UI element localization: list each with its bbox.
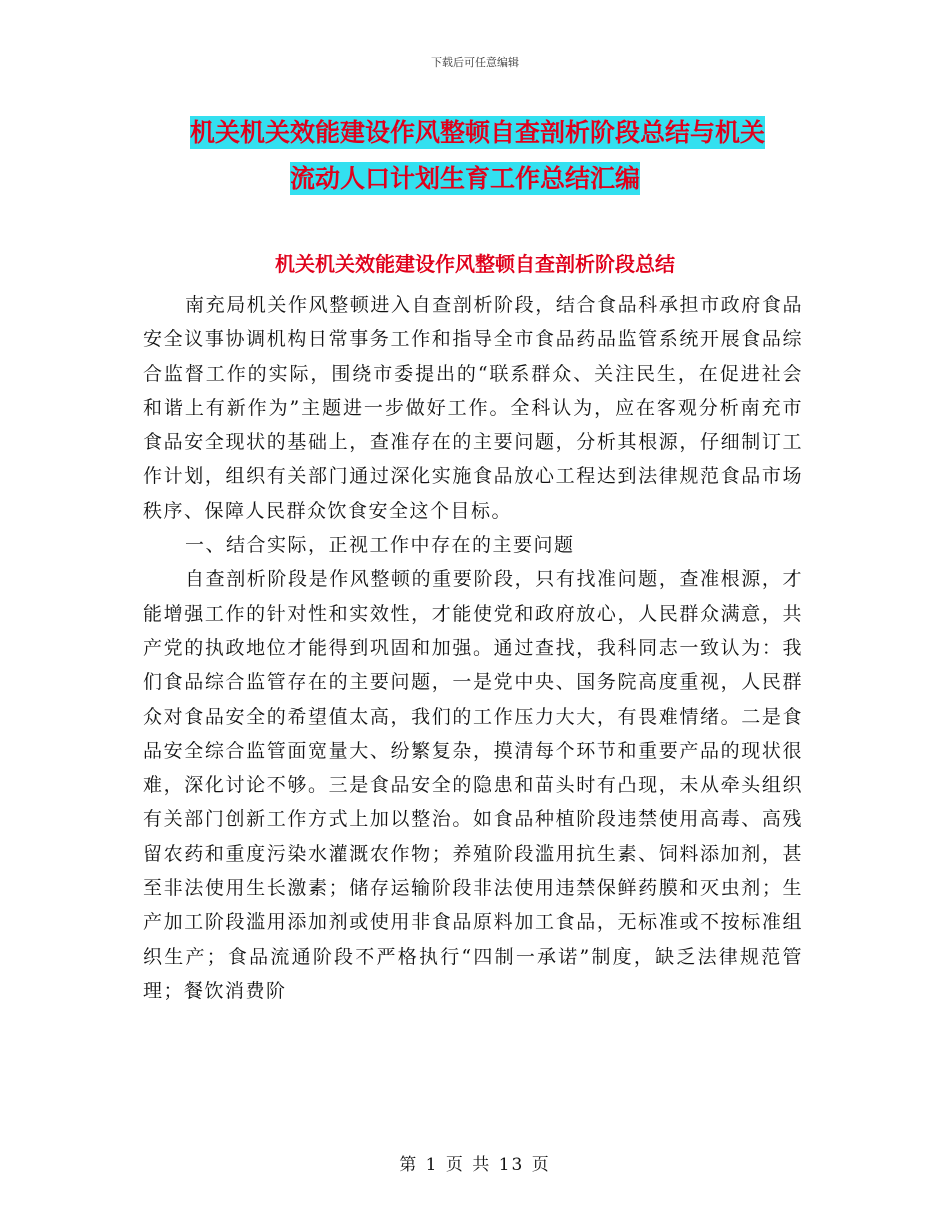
body-text [143, 288, 803, 1008]
main-title-line-1-text: 机关机关效能建设作风整顿自查剖析阶段总结与机关 [190, 118, 766, 147]
main-title-line-2 [290, 156, 850, 202]
section-heading: 一、结合实际，正视工作中存在的主要问题 [185, 534, 575, 557]
main-title-line-1 [190, 110, 850, 156]
paragraph: 自查剖析阶段是作风整顿的重要阶段，只有找准问题，查准根源，才能增强工作的针对性和实效性，才能使党和政府放心，人民群众满意，共产党的执政地位才能得到巩固和加强。通过查找，我科同志一致认为：我们食品综合监管存在的主要问题，一是党中央、国务院高度重视，人民群众对食品安全的希望值太高，我们的工作压力大大，有畏难情绪。二是食品安全综合监管面宽量大、纷繁复杂，摸清每个环节和重要产品的现状很难，深化讨论不够。三是食品安全的隐患和苗头时有凸现，未从牵头组织有关部门创新工作方式上加以整治。如食品种植阶段违禁使用高毒、高残留农药和重度污染水灌溉农作物；养殖阶段滥用抗生素、饲料添加剂，甚至非法使用生长激素；储存运输阶段非法使用违禁保鲜药膜和灭虫剂；生产加工阶段滥用添加剂或使用非食品原料加工食品，无标准或不按标准组织生产；食品流通阶段不严格执行“四制一承诺”制度，缺乏法律规范管理；餐饮消费阶 [143, 568, 803, 1002]
section-title: 机关机关效能建设作风整顿自查剖析阶段总结 [275, 252, 675, 276]
main-title-line-2-text: 流动人口计划生育工作总结汇编 [290, 164, 641, 193]
page-indicator: 第 1 页 共 13 页 [399, 1155, 551, 1175]
header-note: 下载后可任意编辑 [431, 56, 519, 69]
paragraph: 南充局机关作风整顿进入自查剖析阶段，结合食品科承担市政府食品安全议事协调机构日常事务工作和指导全市食品药品监管系统开展食品综合监督工作的实际，围绕市委提出的“联系群众、关注民生，在促进社会和谐上有新作为”主题进一步做好工作。全科认为，应在客观分析南充市食品安全现状的基础上，查准存在的主要问题，分析其根源，仔细制订工作计划，组织有关部门通过深化实施食品放心工程达到法律规范食品市场秩序、保障人民群众饮食安全这个目标。 [143, 294, 803, 522]
main-title [190, 110, 850, 202]
